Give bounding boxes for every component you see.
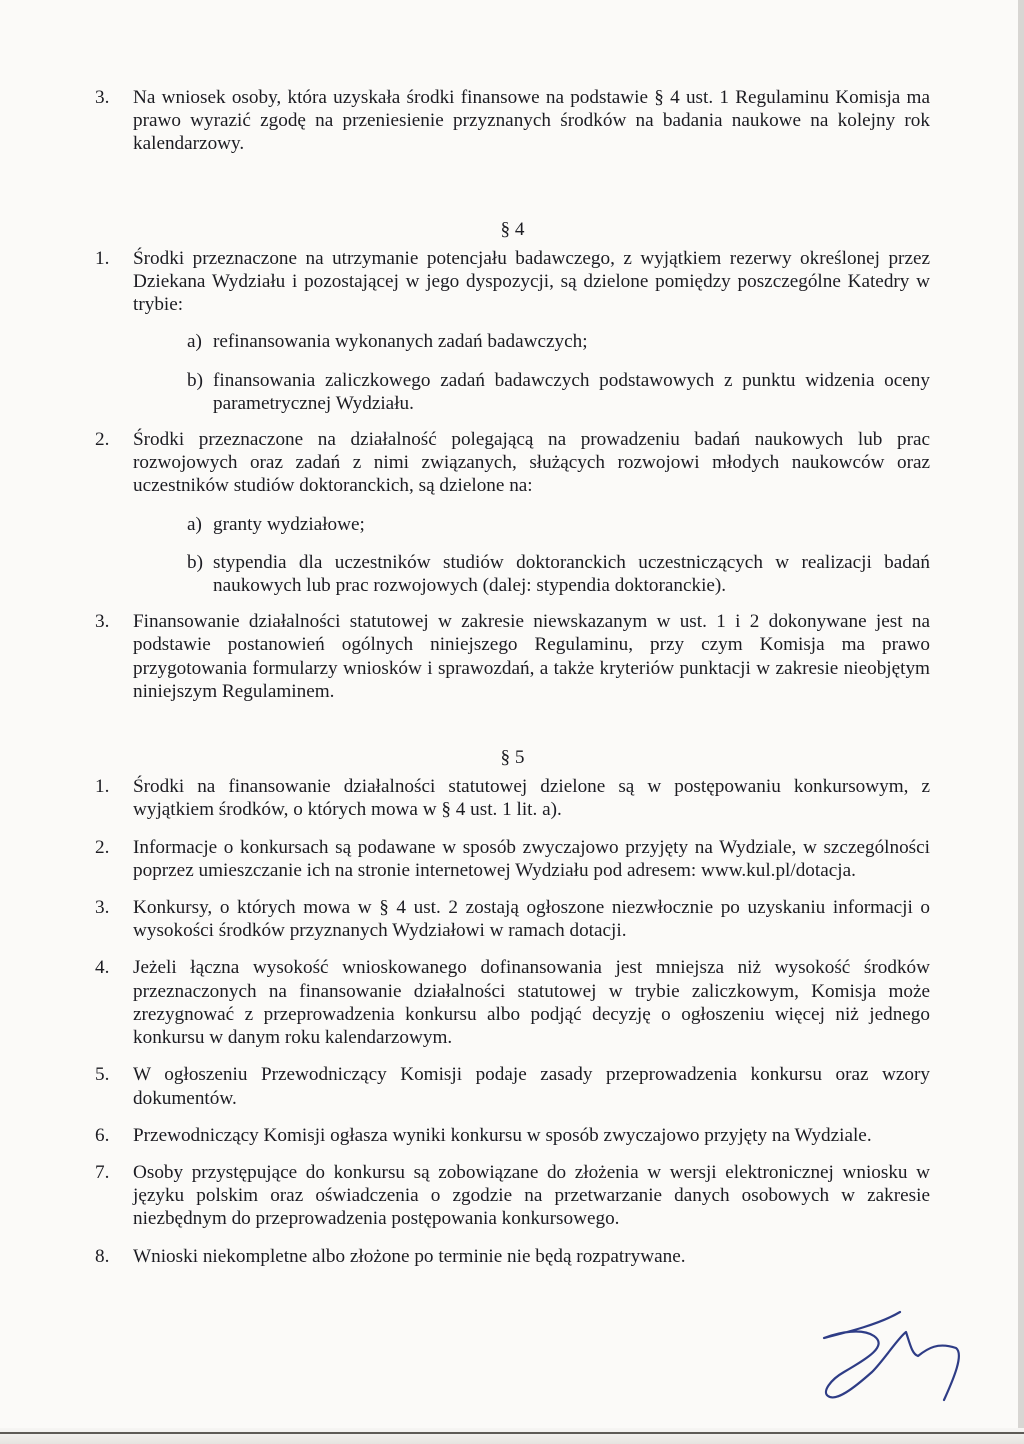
paragraph-number: 3. [95,611,110,633]
paragraph-text: Konkursy, o których mowa w § 4 ust. 2 zostają ogłoszone niezwłocznie po uzyskaniu informacji o wysokości środków przyznanych Wydziałowi w ramach dotacji. [133,897,930,942]
paragraph-number: 5. [95,1064,110,1086]
paragraph-text: Wnioski niekompletne albo złożone po terminie nie będą rozpatrywane. [133,1245,686,1267]
page-right-edge [1018,0,1024,1444]
paragraph-text: Środki na finansowanie działalności statutowej dzielone są w postępowaniu konkursowym, z wyjątkiem środków, o których mowa w § 4 ust. 1 lit. a). [133,776,930,821]
paragraph-text: Przewodniczący Komisji ogłasza wyniki konkursu w sposób zwyczajowo przyjęty na Wydziale. [133,1124,872,1146]
page-bottom-edge [0,1428,1024,1444]
paragraph-3 [95,896,930,942]
list-item-text: refinansowania wykonanych zadań badawczych; [213,331,588,353]
paragraph-3 [95,610,930,703]
list-item-text: finansowania zaliczkowego zadań badawczych podstawowych z punktu widzenia oceny parametrycznej Wydziału. [213,369,930,414]
list-item [187,330,930,353]
section-heading-5: § 5 [500,747,525,769]
paragraph-number: 8. [95,1245,110,1267]
paragraph-2 [95,428,930,498]
list-item-text: stypendia dla uczestników studiów doktoranckich uczestniczących w realizacji badań naukowych lub prac rozwojowych (dalej: stypendia doktoranckie). [213,551,930,597]
paragraph-number: 7. [95,1161,110,1183]
list-item-letter: a) [187,331,202,353]
list-item [187,513,930,536]
paragraph-2 [95,836,930,882]
paragraph-5 [95,1063,930,1109]
section-heading-4: § 4 [500,218,525,240]
document-content [95,86,930,1268]
paragraph-number: 6. [95,1124,110,1146]
list-item [187,551,930,597]
paragraph-number: 2. [95,429,110,451]
paragraph-number: 3. [95,87,110,108]
paragraph-number: 3. [95,897,110,919]
handwritten-signature [818,1308,968,1408]
paragraph-4 [95,956,930,1049]
paragraph-text: Na wniosek osoby, która uzyskała środki finansowe na podstawie § 4 ust. 1 Regulaminu Komisja ma prawo wyrazić zgodę na przeniesienie przyznanych środków na badania naukowe na kolejny rok kalendarzowy. [133,87,930,155]
paragraph-text: W ogłoszeniu Przewodniczący Komisji podaje zasady przeprowadzenia konkursu oraz wzory dokumentów. [133,1064,930,1109]
signature-stroke [824,1312,959,1400]
paragraph-number: 4. [95,957,110,979]
paragraph-1 [95,775,930,821]
paragraph-number: 1. [95,247,110,269]
paragraph-1 [95,247,930,317]
paragraph-number: 2. [95,836,110,858]
paragraph-text: Środki przeznaczone na utrzymanie potencjału badawczego, z wyjątkiem rezerwy określonej przez Dziekana Wydziału i pozostającej w jego dyspozycji, są dzielone pomiędzy poszczególne Katedry w trybie: [133,247,930,316]
list-item-text: granty wydziałowe; [213,513,365,535]
paragraph-text: Jeżeli łączna wysokość wnioskowanego dofinansowania jest mniejsza niż wysokość środków przeznaczonych na finansowanie działalności statutowej w trybie zaliczkowym, Komisja może zrezygnować z przeprowadzenia konkursu albo podjąć decyzję o ogłoszeniu więcej niż jednego konkursu w danym roku kalendarzowym. [133,957,930,1049]
paragraph-3 [95,86,930,156]
list-item-letter: b) [187,369,203,391]
paragraph-number: 1. [95,776,110,798]
paragraph-8 [95,1245,930,1268]
paragraph-6 [95,1124,930,1147]
list-item-letter: b) [187,551,203,573]
paragraph-text: Finansowanie działalności statutowej w zakresie niewskazanym w ust. 1 i 2 dokonywane jest na podstawie postanowień ogólnych niniejszego Regulaminu, przy czym Komisja ma prawo przygotowania formularzy wniosków i sprawozdań, a także kryteriów punktacji w zakresie nieobjętym niniejszym Regulaminem. [133,611,930,702]
list-item-letter: a) [187,513,202,535]
page-bottom-line [0,1432,1024,1434]
paragraph-7 [95,1161,930,1231]
paragraph-text: Informacje o konkursach są podawane w sposób zwyczajowo przyjęty na Wydziale, w szczególności poprzez umieszczanie ich na stronie internetowej Wydziału pod adresem: www.kul.pl/dotacja. [133,836,930,881]
list-item [187,369,930,415]
paragraph-text: Środki przeznaczone na działalność polegającą na prowadzeniu badań naukowych lub prac rozwojowych oraz zadań z nimi związanych, służących rozwojowi młodych naukowców oraz uczestników studiów doktoranckich, są dzielone na: [133,429,930,497]
paragraph-text: Osoby przystępujące do konkursu są zobowiązane do złożenia w wersji elektronicznej wniosku w języku polskim oraz oświadczenia o zgodzie na przetwarzanie danych osobowych w zakresie niezbędnym do przeprowadzenia postępowania konkursowego. [133,1161,930,1230]
